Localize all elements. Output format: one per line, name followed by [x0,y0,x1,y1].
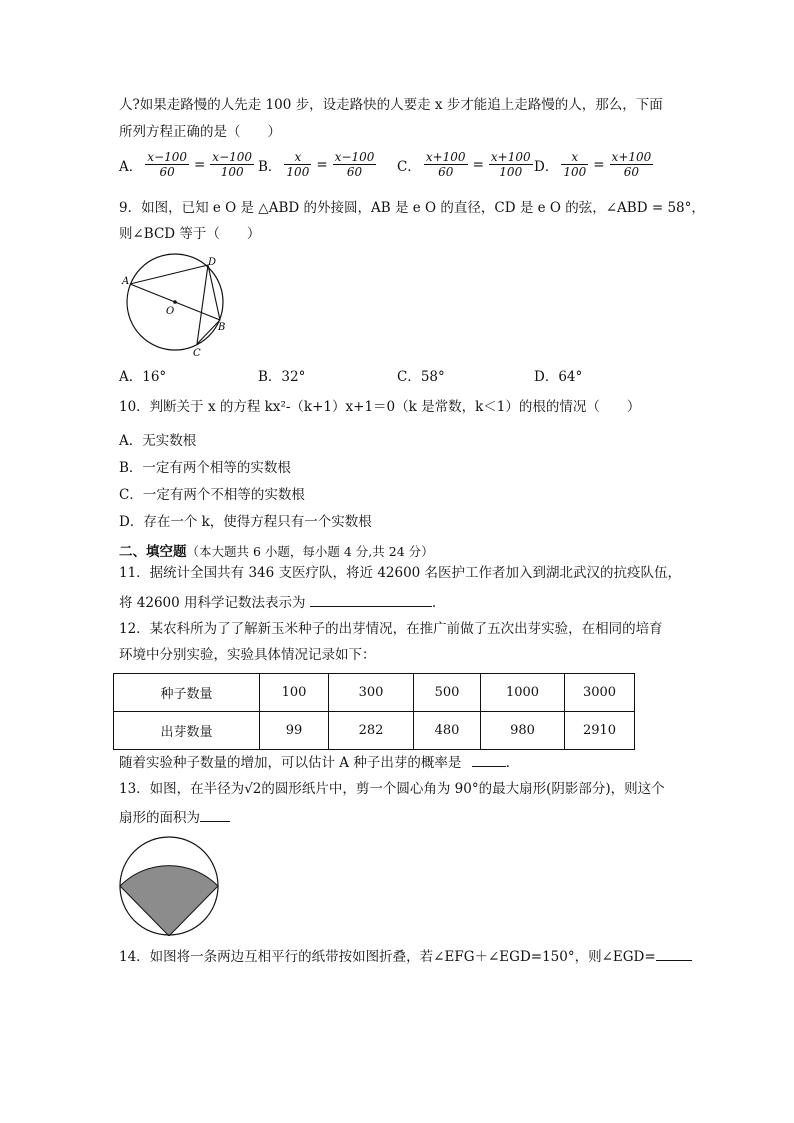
table-row [114,712,635,750]
section-title: 二、填空题 [119,544,187,560]
q10-option-d[interactable]: D．存在一个 k，使得方程只有一个实数根 [119,514,372,530]
q13-suffix: 的圆形纸片中，剪一个圆心角为 90°的最大扇形(阴影部分)，则这个 [261,781,665,797]
table-cell: 500 [414,674,481,712]
fraction-right: $\frac{x+100}{60}$ [611,150,652,179]
q11-text: 将 42600 用科学记数法表示为 [119,595,306,611]
q13-sector-figure [118,834,220,936]
q12-answer-blank[interactable] [472,752,506,767]
q9-line1: 9．如图，已知 e O 是 △ABD 的外接圆，AB 是 e O 的直径，CD 是 e O 的弦，∠ABD = 58°， [119,200,705,216]
chord-dc [197,265,208,344]
center-point [173,300,177,304]
q11-period: . [431,595,437,611]
q13-prefix: 13．如图，在半径为 [119,781,245,797]
q14-text: 14．如图将一条两边互相平行的纸带按如图折叠，若∠EFG＋∠EGD=150°，则∠EGD= [119,949,656,965]
q10-stem: 10．判断关于 x 的方程 kx²-（k+1）x+1＝0（k 是常数，k＜1）的根的情况（ ） [119,399,641,415]
label-d: D [208,257,217,268]
q9-option-b[interactable]: B．32° [258,369,306,385]
q13-line2 [119,807,230,827]
q14-line1 [119,946,692,966]
label-b: B [218,322,226,333]
q14-answer-blank[interactable] [656,946,692,961]
option-label: D． [534,158,559,175]
option-label: A． [119,158,143,175]
row-header: 出芽数量 [114,712,260,750]
q9-option-a[interactable]: A．16° [119,369,167,385]
q11-line2 [119,592,436,612]
table-cell: 99 [260,712,329,750]
fraction-right: $\frac{x+100}{100}$ [490,150,531,179]
q12-period: . [505,755,510,771]
table-cell: 980 [481,712,565,750]
table-cell: 282 [329,712,414,750]
q10-option-a[interactable]: A．无实数根 [119,433,197,449]
shaded-sector [120,866,218,936]
option-label: C． [397,158,421,175]
fraction-left: $\frac{x}{100}$ [286,150,310,179]
label-c: C [193,348,201,359]
equals-sign: = [593,156,605,173]
q8-option-d[interactable] [534,150,653,179]
q13-answer-blank[interactable] [200,807,230,822]
q8-line2: 所列方程正确的是（ ） [119,124,281,140]
label-o: O [166,306,175,317]
q9-option-d[interactable]: D．64° [534,369,583,385]
row-header: 种子数量 [114,674,260,712]
table-cell: 1000 [481,674,565,712]
table-cell: 2910 [565,712,635,750]
q8-line1: 人?如果走路慢的人先走 100 步，设走路快的人要走 x 步才能追上走路慢的人，那么，下面 [119,97,663,113]
q8-option-a[interactable] [119,150,254,179]
fraction-left: $\frac{x-100}{60}$ [147,150,187,179]
fraction-right: $\frac{x-100}{100}$ [212,150,253,179]
table-row [114,674,635,712]
sqrt-two: √2 [244,781,262,797]
q12-after-text: 随着实验种子数量的增加，可以估计 A 种子出芽的概率是 [119,755,462,771]
table-cell: 3000 [565,674,635,712]
fraction-right: $\frac{x-100}{60}$ [334,150,375,179]
chord-cb [197,320,220,344]
equals-sign: = [316,156,328,173]
section-subtitle: （本大题共 6 小题，每小题 4 分,共 24 分） [186,544,434,559]
q9-option-c[interactable]: C．58° [397,369,445,385]
q10-option-b[interactable]: B．一定有两个相等的实数根 [119,460,291,476]
q12-line1: 12．某农科所为了了解新玉米种子的出芽情况，在推广前做了五次出芽实验，在相同的培育 [119,621,663,637]
q8-option-c[interactable] [397,150,533,179]
fraction-left: $\frac{x}{100}$ [563,150,587,179]
section-header [119,543,434,561]
q10-option-c[interactable]: C．一定有两个不相等的实数根 [119,487,305,503]
q9-circle-figure [120,252,235,362]
equals-sign: = [193,156,206,173]
q13-line2-text: 扇形的面积为 [119,810,200,826]
table-cell: 300 [329,674,414,712]
table-cell: 100 [260,674,329,712]
table-cell: 480 [414,712,481,750]
q9-line2: 则∠BCD 等于（ ） [119,226,261,242]
option-label: B． [258,158,282,175]
q12-line2: 环境中分别实验，实验具体情况记录如下： [119,647,376,663]
label-a: A [122,276,130,287]
q11-answer-blank[interactable] [310,592,432,607]
q8-option-b[interactable] [258,150,376,179]
q11-line1: 11．据统计全国共有 346 支医疗队，将近 42600 名医护工作者加入到湖北武汉的抗疫队伍， [119,565,682,581]
q13-line1 [119,780,665,798]
q12-after [119,752,510,772]
fraction-left: $\frac{x+100}{60}$ [425,150,466,179]
q12-data-table [113,673,635,750]
equals-sign: = [472,156,484,173]
